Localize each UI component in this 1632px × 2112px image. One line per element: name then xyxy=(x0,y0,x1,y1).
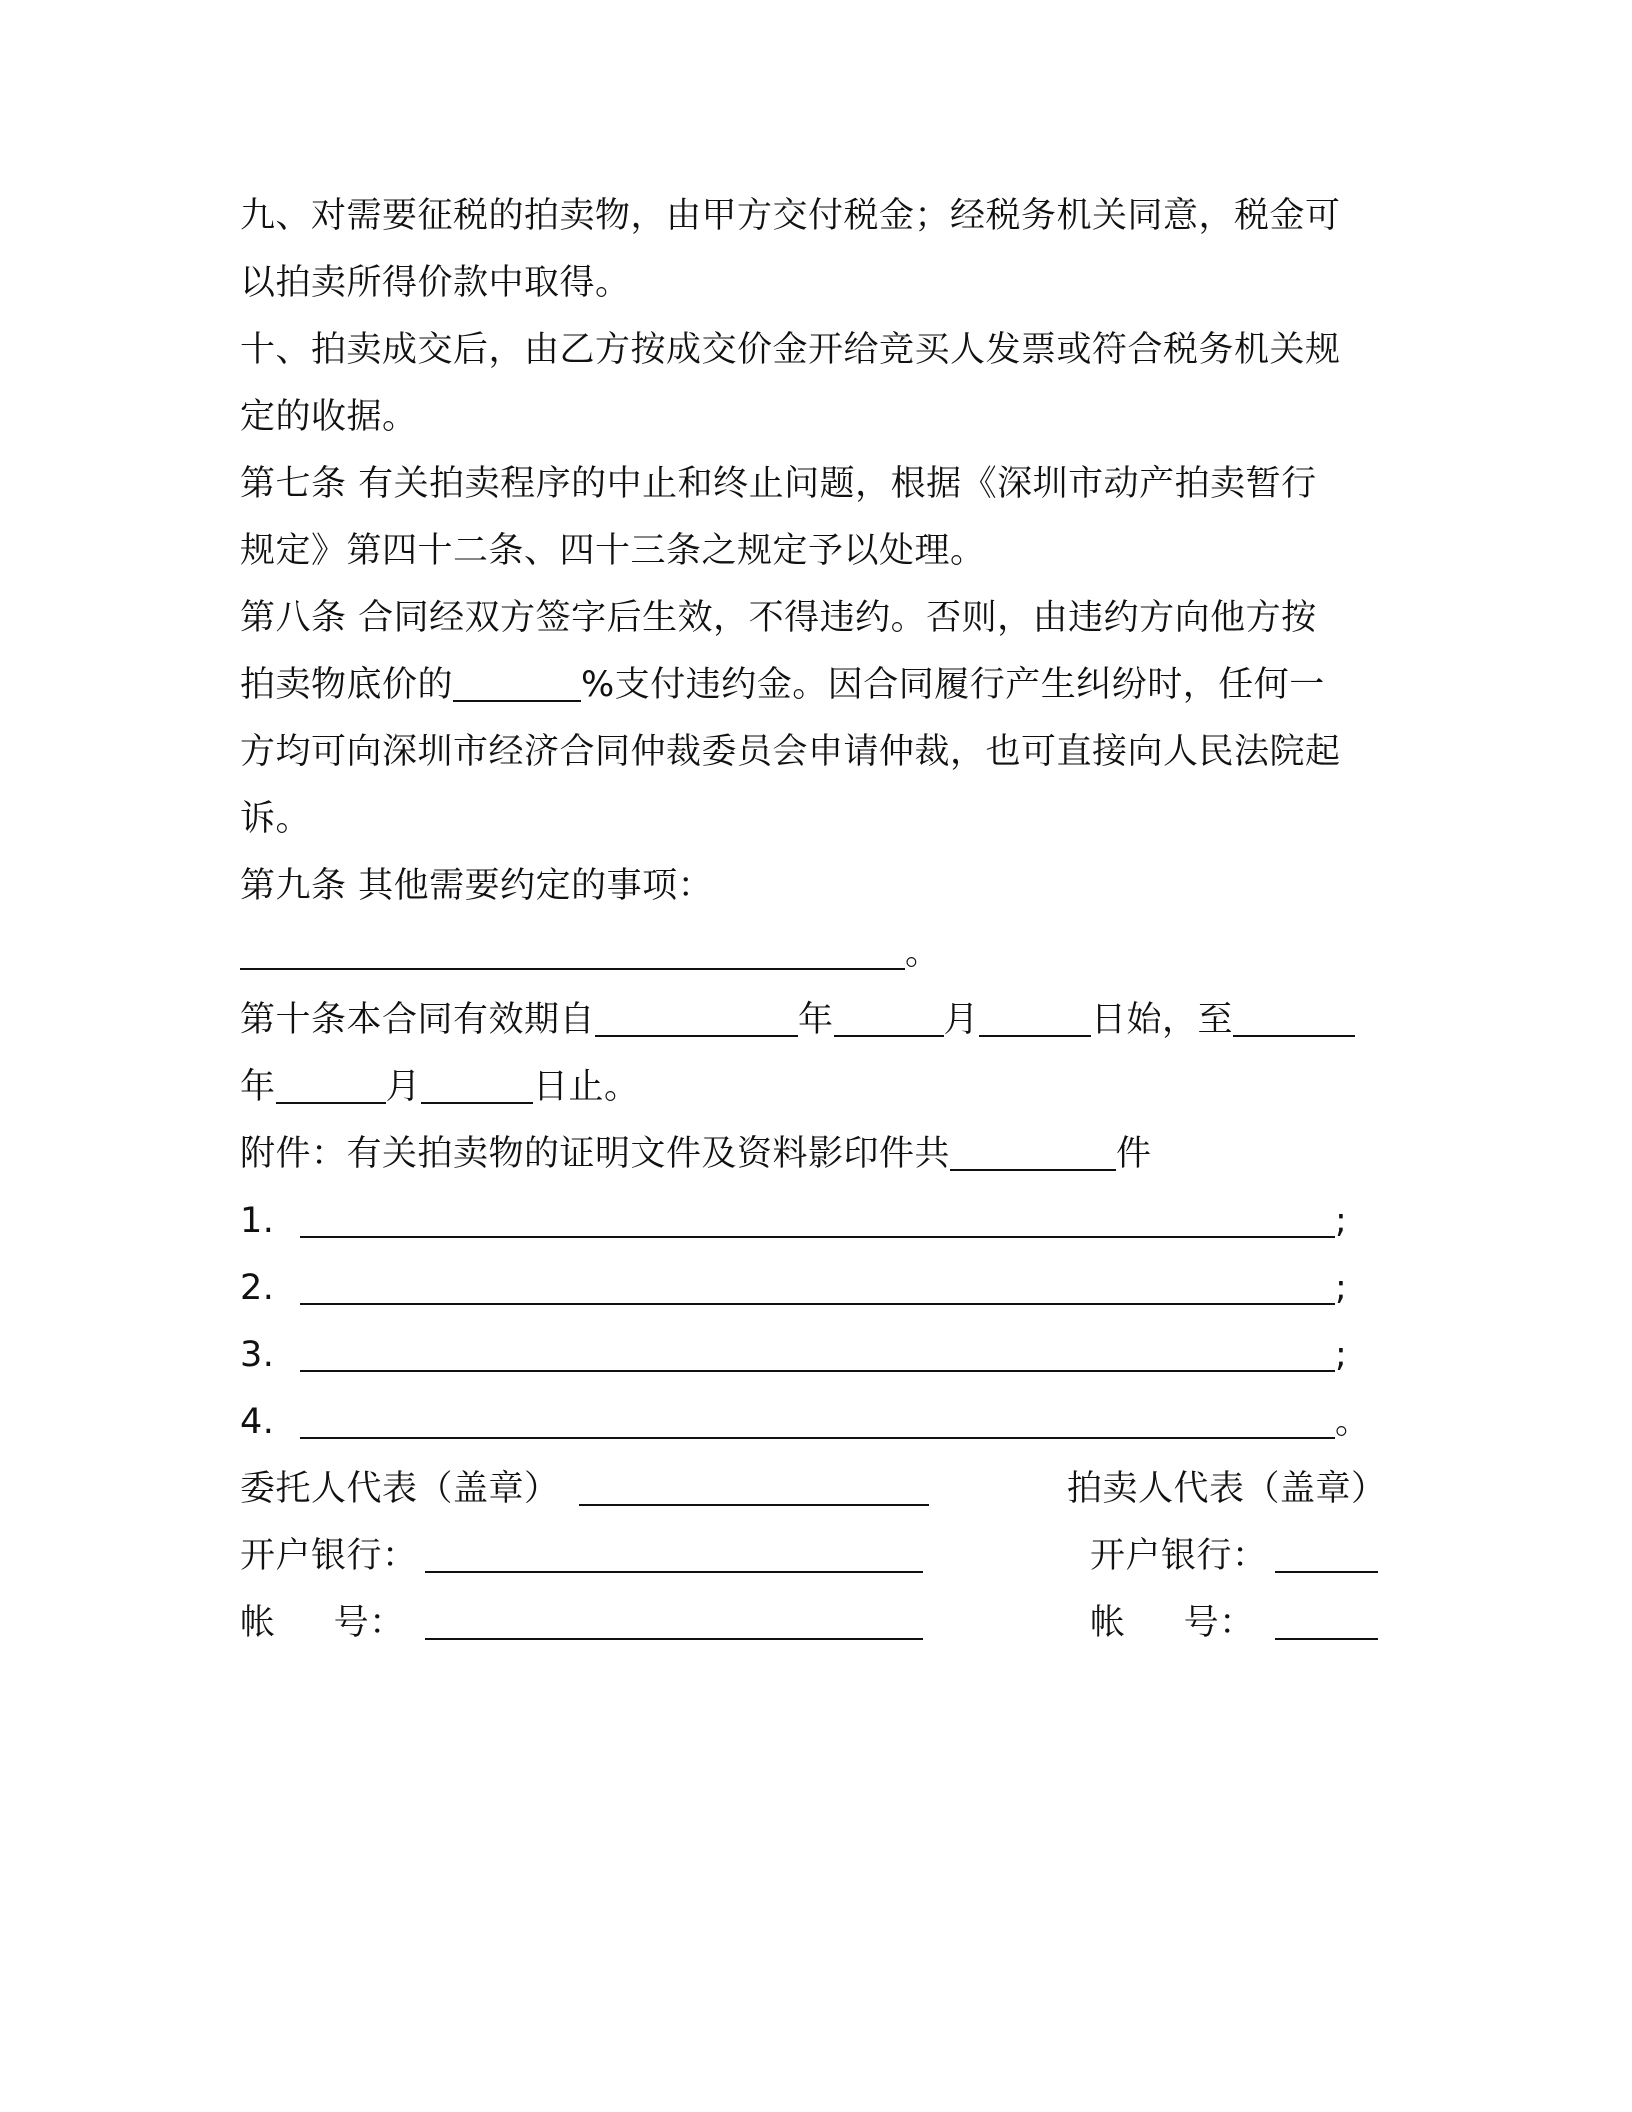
auctioneer-account-label: 帐 号： xyxy=(1090,1603,1255,1643)
item10-line2: 定的收据。 xyxy=(240,397,418,437)
auctioneer-bank-blank[interactable] xyxy=(1275,1531,1378,1573)
end-day-blank[interactable] xyxy=(421,1062,533,1104)
article8-line3: 方均可向深圳市经济合同仲裁委员会申请仲裁，也可直接向人民法院起 xyxy=(240,732,1341,772)
client-rep-blank[interactable] xyxy=(579,1464,929,1506)
article9-blank-line xyxy=(240,920,941,987)
auctioneer-bank-label: 开户银行： xyxy=(1090,1536,1268,1576)
article8-line1: 第八条 合同经双方签字后生效，不得违约。否则，由违约方向他方按 xyxy=(240,598,1317,638)
attachment-item-blank[interactable] xyxy=(300,1397,1335,1439)
auctioneer-account-line xyxy=(1090,1590,1378,1657)
client-rep-label: 委托人代表（盖章） xyxy=(240,1469,560,1509)
article7-line2: 规定》第四十二条、四十三条之规定予以处理。 xyxy=(240,531,986,571)
attachment-item-1 xyxy=(240,1188,1360,1255)
day-end-label: 日止。 xyxy=(533,1067,640,1107)
attachment-item-3 xyxy=(240,1322,1360,1389)
end-year-blank[interactable] xyxy=(1233,995,1355,1037)
attachment-unit: 件 xyxy=(1116,1134,1152,1174)
article8-line2 xyxy=(240,652,1325,719)
article10-prefix: 第十条本合同有效期自 xyxy=(240,1000,596,1040)
year-label: 年 xyxy=(240,1067,276,1107)
item9-line1: 九、对需要征税的拍卖物，由甲方交付税金；经税务机关同意，税金可 xyxy=(240,196,1341,236)
client-bank-label: 开户银行： xyxy=(240,1536,418,1576)
client-account-blank[interactable] xyxy=(425,1598,923,1640)
attachment-item-4 xyxy=(240,1389,1371,1456)
client-bank-line xyxy=(240,1523,923,1590)
month-label: 月 xyxy=(943,1000,980,1040)
start-month-blank[interactable] xyxy=(834,995,944,1037)
attachment-line xyxy=(240,1121,1152,1188)
article8-text-a: 拍卖物底价的 xyxy=(240,665,454,705)
item-end: 。 xyxy=(1335,1402,1371,1442)
item-number: 3. xyxy=(240,1335,275,1375)
article8-line4: 诉。 xyxy=(240,799,312,839)
item10-line1: 十、拍卖成交后，由乙方按成交价金开给竞买人发票或符合税务机关规 xyxy=(240,330,1341,370)
end-month-blank[interactable] xyxy=(276,1062,386,1104)
article10-line1 xyxy=(240,987,1355,1054)
auctioneer-bank-line xyxy=(1090,1523,1378,1590)
article9-line1: 第九条 其他需要约定的事项： xyxy=(240,866,714,906)
article8-text-b: %支付违约金。因合同履行产生纠纷时，任何一 xyxy=(581,665,1325,705)
start-day-blank[interactable] xyxy=(979,995,1091,1037)
article7-line1: 第七条 有关拍卖程序的中止和终止问题，根据《深圳市动产拍卖暂行 xyxy=(240,464,1317,504)
client-rep-line xyxy=(240,1456,929,1523)
article10-line2 xyxy=(240,1054,640,1121)
attachment-item-blank[interactable] xyxy=(300,1196,1335,1238)
month-label: 月 xyxy=(385,1067,422,1107)
item-end: ; xyxy=(1335,1335,1348,1375)
day-start-label: 日始，至 xyxy=(1091,1000,1234,1040)
penalty-percent-blank[interactable] xyxy=(453,660,581,702)
article9-end: 。 xyxy=(905,933,941,973)
item-end: ; xyxy=(1335,1201,1348,1241)
item-number: 4. xyxy=(240,1402,275,1442)
attachment-count-blank[interactable] xyxy=(950,1129,1116,1171)
other-matters-blank[interactable] xyxy=(240,928,905,970)
attachment-item-blank[interactable] xyxy=(300,1263,1335,1305)
item9-line2: 以拍卖所得价款中取得。 xyxy=(240,263,631,303)
attachment-item-2 xyxy=(240,1255,1360,1322)
client-account-line xyxy=(240,1590,923,1657)
auctioneer-account-blank[interactable] xyxy=(1275,1598,1378,1640)
client-account-label: 帐 号： xyxy=(240,1603,405,1643)
start-year-blank[interactable] xyxy=(595,995,798,1037)
item-end: ; xyxy=(1335,1268,1348,1308)
attachment-label: 附件：有关拍卖物的证明文件及资料影印件共 xyxy=(240,1134,951,1174)
auctioneer-rep-label: 拍卖人代表（盖章） xyxy=(1067,1469,1387,1509)
attachment-item-blank[interactable] xyxy=(300,1330,1335,1372)
item-number: 1. xyxy=(240,1201,275,1241)
year-label: 年 xyxy=(798,1000,834,1040)
item-number: 2. xyxy=(240,1268,275,1308)
client-bank-blank[interactable] xyxy=(425,1531,923,1573)
